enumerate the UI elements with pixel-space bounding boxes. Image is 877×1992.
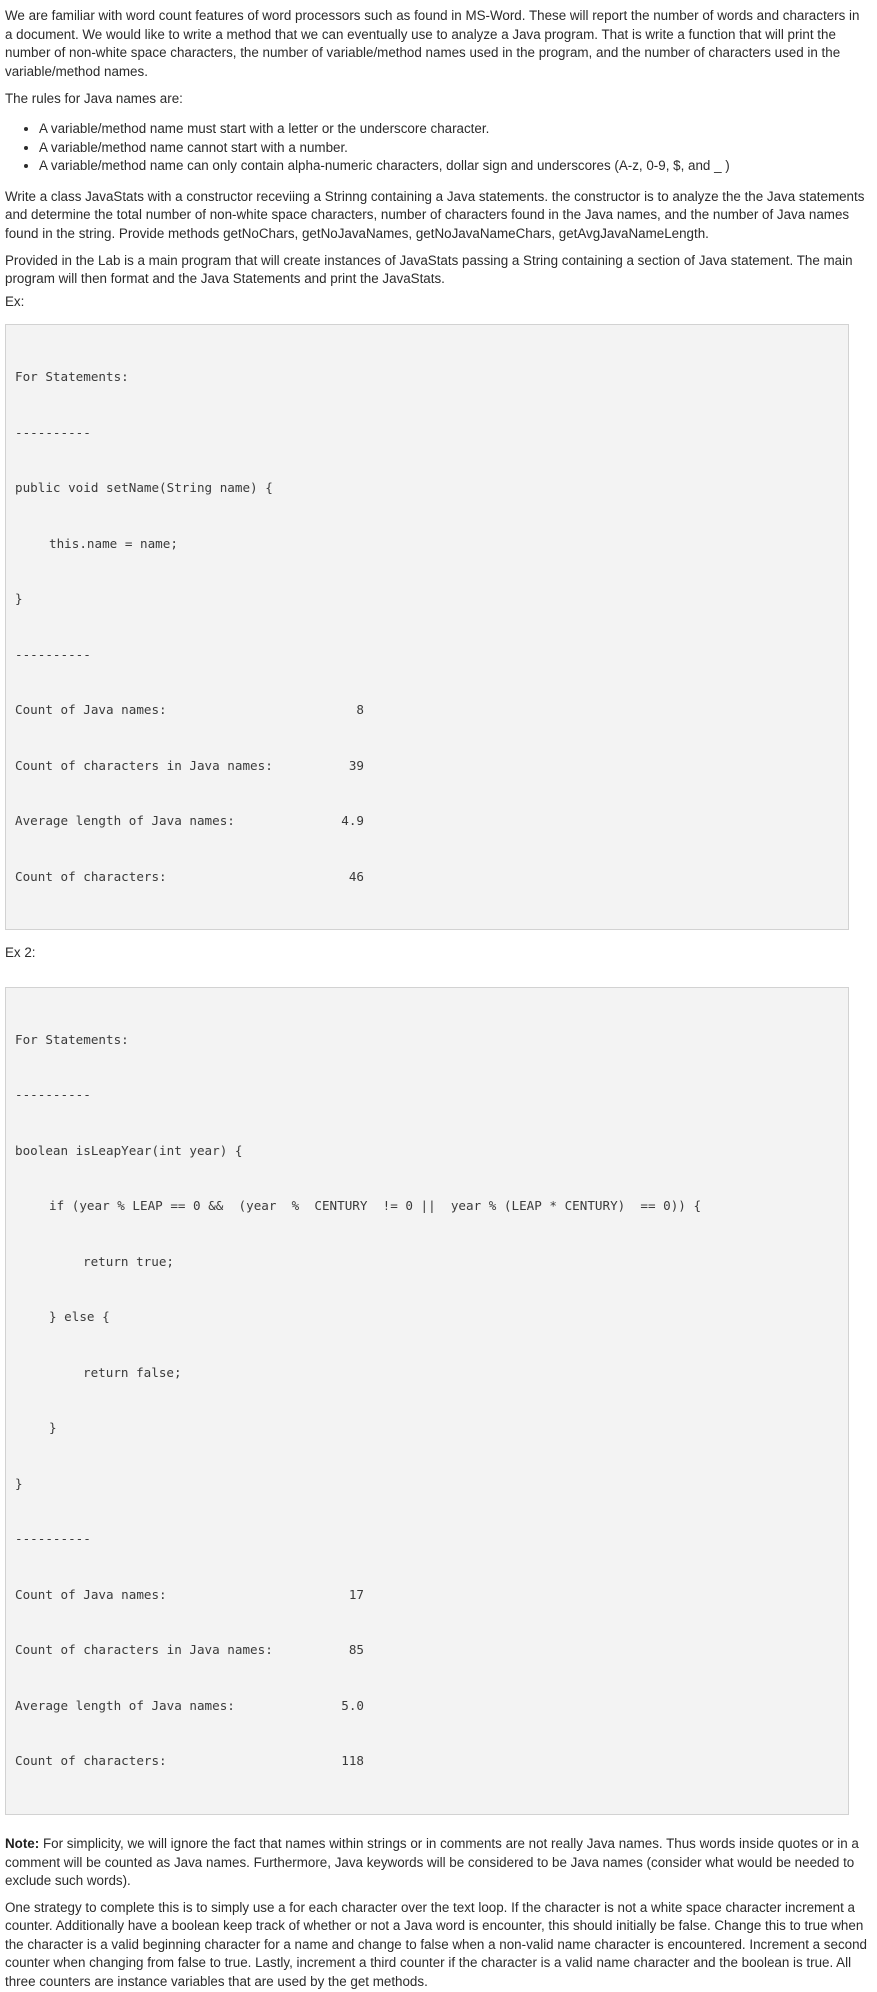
stat-label: Count of characters in Java names: [15, 1642, 273, 1658]
stat-label: Count of characters in Java names: [15, 757, 273, 773]
example2-code-line: boolean isLeapYear(int year) { [15, 1142, 243, 1158]
example1-code-block [5, 324, 849, 930]
rule-item: • A variable/method name cannot start with a number. [39, 139, 867, 158]
example1-separator: ---------- [15, 646, 91, 662]
note-label: Note: [5, 1835, 40, 1851]
stat-value: 39 [348, 757, 364, 773]
task-paragraph: Write a class JavaStats with a constructor receviing a Strinng containing a Java statements. the constructor is to analyze the the Java statements and determine the total number of non-white space characters, number of characters found in the Java names, and the number of Java names found in the string. Provide methods getNoChars, getNoJavaNames, getNoJavaNameChars, getAvgJavaNameLength. [5, 188, 865, 241]
stat-value: 8 [356, 702, 364, 718]
rules-list [5, 120, 867, 176]
example2-code-line: return false; [83, 1364, 182, 1380]
example1-code-line: this.name = name; [49, 535, 178, 551]
rule-item: • A variable/method name must start with a letter or the underscore character. [39, 120, 867, 139]
stat-label: Average length of Java names: [15, 813, 235, 829]
example2-code-line: } [15, 1475, 23, 1491]
example2-stat-row [15, 1641, 848, 1660]
example1-code-line: public void setName(String name) { [15, 480, 273, 496]
note-paragraph [5, 1835, 867, 1891]
example1-stat-row [15, 757, 848, 776]
example2-separator: ---------- [15, 1087, 91, 1103]
intro-paragraph: We are familiar with word count features of word processors such as found in MS-Word. These will report the number of words and characters in a document. We would like to write a method that we can eventually use to analyze a Java program. That is write a function that will print the number of non-white space characters, the number of variable/method names used in the program, and the number of characters used in the variable/method names. [5, 8, 860, 79]
example1-label: Ex: [5, 293, 25, 309]
stat-value: 17 [348, 1586, 364, 1602]
example2-code-block [5, 987, 849, 1815]
strategy-paragraph: One strategy to complete this is to simply use a for each character over the text loop. If the character is not a white space character increment a counter. Additionally have a boolean keep track of whether or not a Java word is encounter, this should initially be false. Change this to true when the character is a valid beginning character for a name and change to false when a non-valid name character is encountered. Increment a second counter when changing from false to true. Lastly, increment a third counter if the character is a valid name character and the boolean is true. All three counters are instance variables that are used by the get methods. [5, 1899, 867, 1990]
rules-heading: The rules for Java names are: [5, 91, 183, 107]
example1-code-line: } [15, 591, 23, 607]
example2-stat-row [15, 1752, 848, 1771]
stat-value: 4.9 [341, 813, 364, 829]
example2-code-line: return true; [83, 1253, 174, 1269]
example2-separator: ---------- [15, 1531, 91, 1547]
example1-header: For Statements: [15, 369, 129, 385]
stat-value: 46 [348, 868, 364, 884]
stat-value: 5.0 [341, 1697, 364, 1713]
stat-label: Count of Java names: [15, 1586, 167, 1602]
rule-item: • A variable/method name can only contain alpha-numeric characters, dollar sign and underscores (A-z, 0-9, $, and _ ) [39, 157, 867, 176]
example1-stat-row [15, 868, 848, 887]
example2-code-line: } [49, 1420, 57, 1436]
stat-value: 85 [348, 1642, 364, 1658]
stat-value: 118 [341, 1753, 364, 1769]
stat-label: Count of characters: [15, 868, 167, 884]
stat-label: Average length of Java names: [15, 1697, 235, 1713]
example1-stat-row [15, 701, 848, 720]
provided-paragraph: Provided in the Lab is a main program that will create instances of JavaStats passing a String containing a section of Java statement. The main program will then format and the Java Statements and print the JavaStats. [5, 252, 853, 287]
example2-label: Ex 2: [5, 945, 36, 961]
stat-label: Count of characters: [15, 1753, 167, 1769]
example1-separator: ---------- [15, 424, 91, 440]
example2-code-line: if (year % LEAP == 0 && (year % CENTURY != 0 || year % (LEAP * CENTURY) == 0)) { [49, 1198, 702, 1214]
example2-stat-row [15, 1586, 848, 1605]
stat-label: Count of Java names: [15, 702, 167, 718]
example2-stat-row [15, 1697, 848, 1716]
example1-stat-row [15, 812, 848, 831]
example2-code-line: } else { [49, 1309, 110, 1325]
note-text: For simplicity, we will ignore the fact that names within strings or in comments are not really Java names. Thus words inside quotes or in a comment will be counted as Java names. Furthermore, Java keywords will be considered to be Java names (consider what would be needed to exclude such words). [5, 1835, 859, 1889]
example2-header: For Statements: [15, 1031, 129, 1047]
